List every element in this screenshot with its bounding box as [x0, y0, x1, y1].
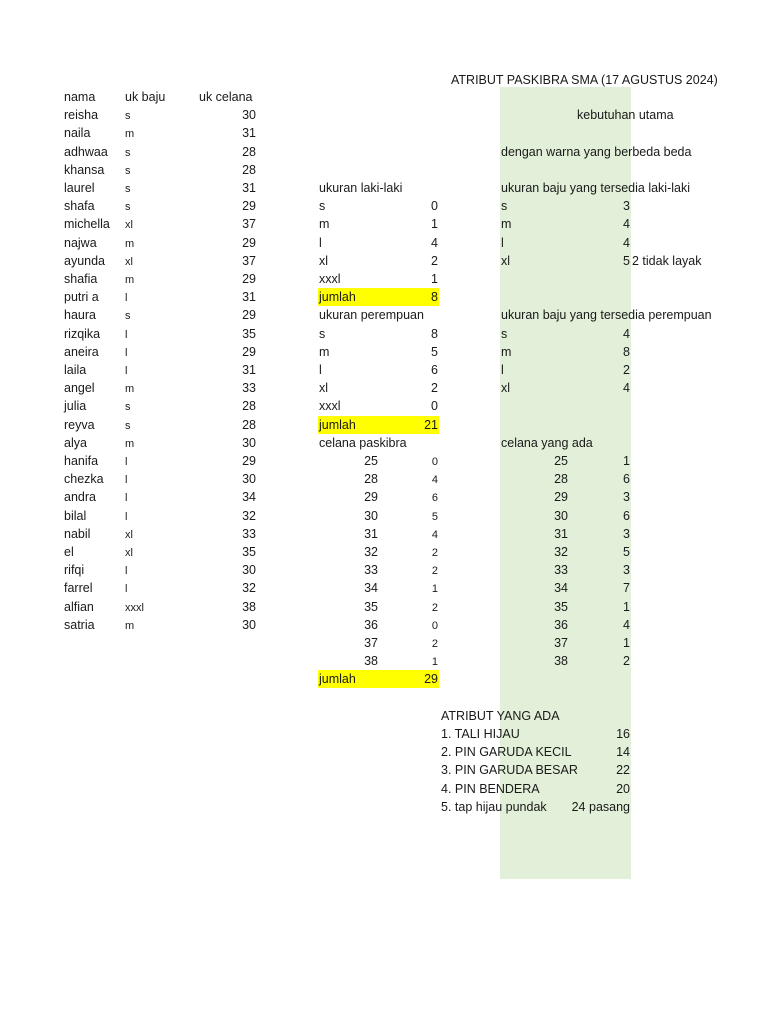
student-pants-size: 35 — [242, 545, 256, 559]
student-shirt-size: l — [125, 474, 128, 486]
student-name: alya — [64, 436, 87, 450]
pants-available-count: 3 — [623, 490, 630, 504]
student-name: rifqi — [64, 563, 85, 577]
student-pants-size: 32 — [242, 509, 256, 523]
pants-available-title: celana yang ada — [501, 436, 593, 450]
pants-needed-count: 0 — [431, 620, 438, 632]
female-available-title: ukuran baju yang tersedia perempuan — [501, 308, 712, 322]
female-size-count: 8 — [431, 327, 438, 341]
student-shirt-size: m — [125, 238, 135, 250]
attribute-name: 5. tap hijau pundak — [441, 800, 547, 814]
student-pants-size: 30 — [242, 108, 256, 122]
pants-needed-size: 35 — [364, 600, 378, 614]
student-name: julia — [64, 399, 87, 413]
pants-needed-size: 36 — [364, 618, 378, 632]
pants-available-size: 38 — [554, 654, 568, 668]
pants-needed-size: 29 — [364, 490, 378, 504]
student-name: aneira — [64, 345, 99, 359]
pants-available-size: 35 — [554, 600, 568, 614]
pants-available-size: 25 — [554, 454, 568, 468]
male-size-count: 1 — [431, 217, 438, 231]
attribute-count: 20 — [616, 782, 630, 796]
student-name: najwa — [64, 236, 97, 250]
student-pants-size: 29 — [242, 345, 256, 359]
pants-available-count: 1 — [623, 600, 630, 614]
student-shirt-size: l — [125, 565, 128, 577]
male-size-count: 2 — [431, 254, 438, 268]
student-shirt-size: l — [125, 365, 128, 377]
student-shirt-size: s — [125, 165, 131, 177]
pants-available-size: 28 — [554, 472, 568, 486]
pants-total: 29 — [424, 672, 438, 686]
pants-available-count: 1 — [623, 636, 630, 650]
pants-available-size: 33 — [554, 563, 568, 577]
student-shirt-size: s — [125, 420, 131, 432]
male-size-label: m — [319, 217, 330, 231]
pants-needed-size: 31 — [364, 527, 378, 541]
female-available-count: 2 — [623, 363, 630, 377]
male-size-count: 4 — [431, 236, 438, 250]
pants-available-count: 7 — [623, 581, 630, 595]
student-name: laila — [64, 363, 87, 377]
student-name: haura — [64, 308, 96, 322]
female-sizes-title: ukuran perempuan — [319, 308, 424, 322]
student-pants-size: 29 — [242, 308, 256, 322]
female-size-label: s — [319, 327, 326, 341]
pants-needed-count: 4 — [431, 474, 438, 486]
attribute-count: 14 — [616, 745, 630, 759]
male-total-label: jumlah — [319, 290, 356, 304]
pants-needed-count: 2 — [431, 602, 438, 614]
student-pants-size: 31 — [242, 290, 256, 304]
student-shirt-size: l — [125, 329, 128, 341]
pants-available-size: 36 — [554, 618, 568, 632]
sheet-title: ATRIBUT PASKIBRA SMA (17 AGUSTUS 2024) — [451, 73, 718, 87]
male-size-count: 1 — [431, 272, 438, 286]
pants-available-count: 4 — [623, 618, 630, 632]
pants-needed-count: 2 — [431, 638, 438, 650]
student-pants-size: 29 — [242, 454, 256, 468]
pants-available-size: 30 — [554, 509, 568, 523]
female-size-count: 2 — [431, 381, 438, 395]
pants-needed-size: 28 — [364, 472, 378, 486]
student-pants-size: 29 — [242, 199, 256, 213]
student-shirt-size: l — [125, 347, 128, 359]
student-shirt-size: m — [125, 620, 135, 632]
student-shirt-size: s — [125, 310, 131, 322]
student-pants-size: 37 — [242, 217, 256, 231]
attributes-title: ATRIBUT YANG ADA — [441, 709, 560, 723]
student-name: el — [64, 545, 74, 559]
student-shirt-size: l — [125, 456, 128, 468]
student-pants-size: 29 — [242, 236, 256, 250]
attribute-count: 22 — [616, 763, 630, 777]
female-size-label: m — [319, 345, 330, 359]
student-pants-size: 35 — [242, 327, 256, 341]
student-name: andra — [64, 490, 96, 504]
attribute-count: 16 — [616, 727, 630, 741]
student-pants-size: 31 — [242, 181, 256, 195]
pants-needed-size: 30 — [364, 509, 378, 523]
student-shirt-size: xl — [125, 256, 133, 268]
attribute-count: 24 pasang — [571, 800, 630, 814]
male-total: 8 — [431, 290, 438, 304]
student-shirt-size: l — [125, 511, 128, 523]
student-shirt-size: s — [125, 183, 131, 195]
pants-available-size: 32 — [554, 545, 568, 559]
student-shirt-size: xl — [125, 529, 133, 541]
student-pants-size: 32 — [242, 581, 256, 595]
pants-available-count: 6 — [623, 472, 630, 486]
pants-available-size: 37 — [554, 636, 568, 650]
female-total: 21 — [424, 418, 438, 432]
student-pants-size: 37 — [242, 254, 256, 268]
student-name: alfian — [64, 600, 94, 614]
female-size-label: l — [319, 363, 322, 377]
male-available-count: 5 — [623, 254, 630, 268]
student-shirt-size: s — [125, 147, 131, 159]
student-name: khansa — [64, 163, 105, 177]
student-pants-size: 38 — [242, 600, 256, 614]
student-pants-size: 31 — [242, 363, 256, 377]
student-pants-size: 28 — [242, 418, 256, 432]
student-shirt-size: xxxl — [125, 602, 144, 614]
student-name: satria — [64, 618, 95, 632]
student-pants-size: 33 — [242, 527, 256, 541]
student-name: shafa — [64, 199, 95, 213]
pants-needed-title: celana paskibra — [319, 436, 407, 450]
male-size-count: 0 — [431, 199, 438, 213]
female-available-count: 4 — [623, 381, 630, 395]
pants-available-size: 34 — [554, 581, 568, 595]
header-uk-celana: uk celana — [199, 90, 253, 104]
student-pants-size: 31 — [242, 126, 256, 140]
male-size-label: xl — [319, 254, 329, 268]
student-shirt-size: xl — [125, 219, 133, 231]
different-color-note: dengan warna yang berbeda beda — [501, 145, 692, 159]
attribute-name: 3. PIN GARUDA BESAR — [441, 763, 578, 777]
pants-needed-size: 25 — [364, 454, 378, 468]
female-size-count: 0 — [431, 399, 438, 413]
student-shirt-size: s — [125, 401, 131, 413]
female-size-label: xl — [319, 381, 329, 395]
female-size-label: xxxl — [319, 399, 341, 413]
pants-total-label: jumlah — [319, 672, 356, 686]
student-pants-size: 30 — [242, 563, 256, 577]
male-available-size: m — [501, 217, 512, 231]
xl-not-suitable-note: 2 tidak layak — [632, 254, 702, 268]
male-size-label: l — [319, 236, 322, 250]
student-name: adhwaa — [64, 145, 108, 159]
female-available-count: 8 — [623, 345, 630, 359]
student-pants-size: 30 — [242, 436, 256, 450]
female-available-size: m — [501, 345, 512, 359]
pants-needed-count: 2 — [431, 565, 438, 577]
student-name: naila — [64, 126, 91, 140]
student-name: bilal — [64, 509, 87, 523]
header-nama: nama — [64, 90, 96, 104]
student-pants-size: 28 — [242, 163, 256, 177]
pants-available-count: 3 — [623, 527, 630, 541]
student-shirt-size: xl — [125, 547, 133, 559]
male-size-label: xxxl — [319, 272, 341, 286]
female-available-size: l — [501, 363, 504, 377]
male-size-label: s — [319, 199, 326, 213]
student-name: laurel — [64, 181, 95, 195]
student-pants-size: 29 — [242, 272, 256, 286]
student-name: chezka — [64, 472, 104, 486]
header-uk-baju: uk baju — [125, 90, 166, 104]
male-available-size: s — [501, 199, 508, 213]
student-shirt-size: m — [125, 383, 135, 395]
student-name: reyva — [64, 418, 95, 432]
student-pants-size: 33 — [242, 381, 256, 395]
student-shirt-size: l — [125, 292, 128, 304]
student-shirt-size: m — [125, 128, 135, 140]
student-shirt-size: m — [125, 438, 135, 450]
student-shirt-size: l — [125, 583, 128, 595]
student-pants-size: 28 — [242, 145, 256, 159]
female-available-size: xl — [501, 381, 511, 395]
female-size-count: 5 — [431, 345, 438, 359]
pants-available-count: 6 — [623, 509, 630, 523]
pants-needed-size: 34 — [364, 581, 378, 595]
attribute-name: 2. PIN GARUDA KECIL — [441, 745, 572, 759]
female-available-size: s — [501, 327, 508, 341]
pants-needed-size: 37 — [364, 636, 378, 650]
pants-needed-count: 2 — [431, 547, 438, 559]
student-pants-size: 30 — [242, 618, 256, 632]
student-pants-size: 28 — [242, 399, 256, 413]
pants-available-count: 3 — [623, 563, 630, 577]
attribute-name: 4. PIN BENDERA — [441, 782, 540, 796]
pants-needed-size: 38 — [364, 654, 378, 668]
male-available-size: xl — [501, 254, 511, 268]
male-available-count: 4 — [623, 236, 630, 250]
pants-available-count: 2 — [623, 654, 630, 668]
pants-needed-count: 6 — [431, 492, 438, 504]
pants-needed-count: 5 — [431, 511, 438, 523]
student-name: reisha — [64, 108, 99, 122]
pants-needed-count: 1 — [431, 656, 438, 668]
male-sizes-title: ukuran laki-laki — [319, 181, 403, 195]
pants-needed-count: 1 — [431, 583, 438, 595]
student-name: michella — [64, 217, 110, 231]
main-need-note: kebutuhan utama — [577, 108, 674, 122]
male-available-count: 4 — [623, 217, 630, 231]
student-pants-size: 34 — [242, 490, 256, 504]
student-name: hanifa — [64, 454, 99, 468]
student-shirt-size: s — [125, 201, 131, 213]
male-available-count: 3 — [623, 199, 630, 213]
female-total-label: jumlah — [319, 418, 356, 432]
pants-needed-size: 33 — [364, 563, 378, 577]
female-size-count: 6 — [431, 363, 438, 377]
pants-available-count: 1 — [623, 454, 630, 468]
student-name: putri a — [64, 290, 99, 304]
female-available-count: 4 — [623, 327, 630, 341]
pants-needed-count: 0 — [431, 456, 438, 468]
pants-available-count: 5 — [623, 545, 630, 559]
male-available-size: l — [501, 236, 504, 250]
pants-available-size: 31 — [554, 527, 568, 541]
student-name: rizqika — [64, 327, 101, 341]
student-name: shafia — [64, 272, 98, 286]
student-name: angel — [64, 381, 95, 395]
pants-available-size: 29 — [554, 490, 568, 504]
male-available-title: ukuran baju yang tersedia laki-laki — [501, 181, 690, 195]
pants-needed-size: 32 — [364, 545, 378, 559]
student-shirt-size: l — [125, 492, 128, 504]
student-shirt-size: m — [125, 274, 135, 286]
student-name: ayunda — [64, 254, 106, 268]
attribute-name: 1. TALI HIJAU — [441, 727, 520, 741]
student-shirt-size: s — [125, 110, 131, 122]
student-pants-size: 30 — [242, 472, 256, 486]
pants-needed-count: 4 — [431, 529, 438, 541]
student-name: farrel — [64, 581, 93, 595]
student-name: nabil — [64, 527, 91, 541]
